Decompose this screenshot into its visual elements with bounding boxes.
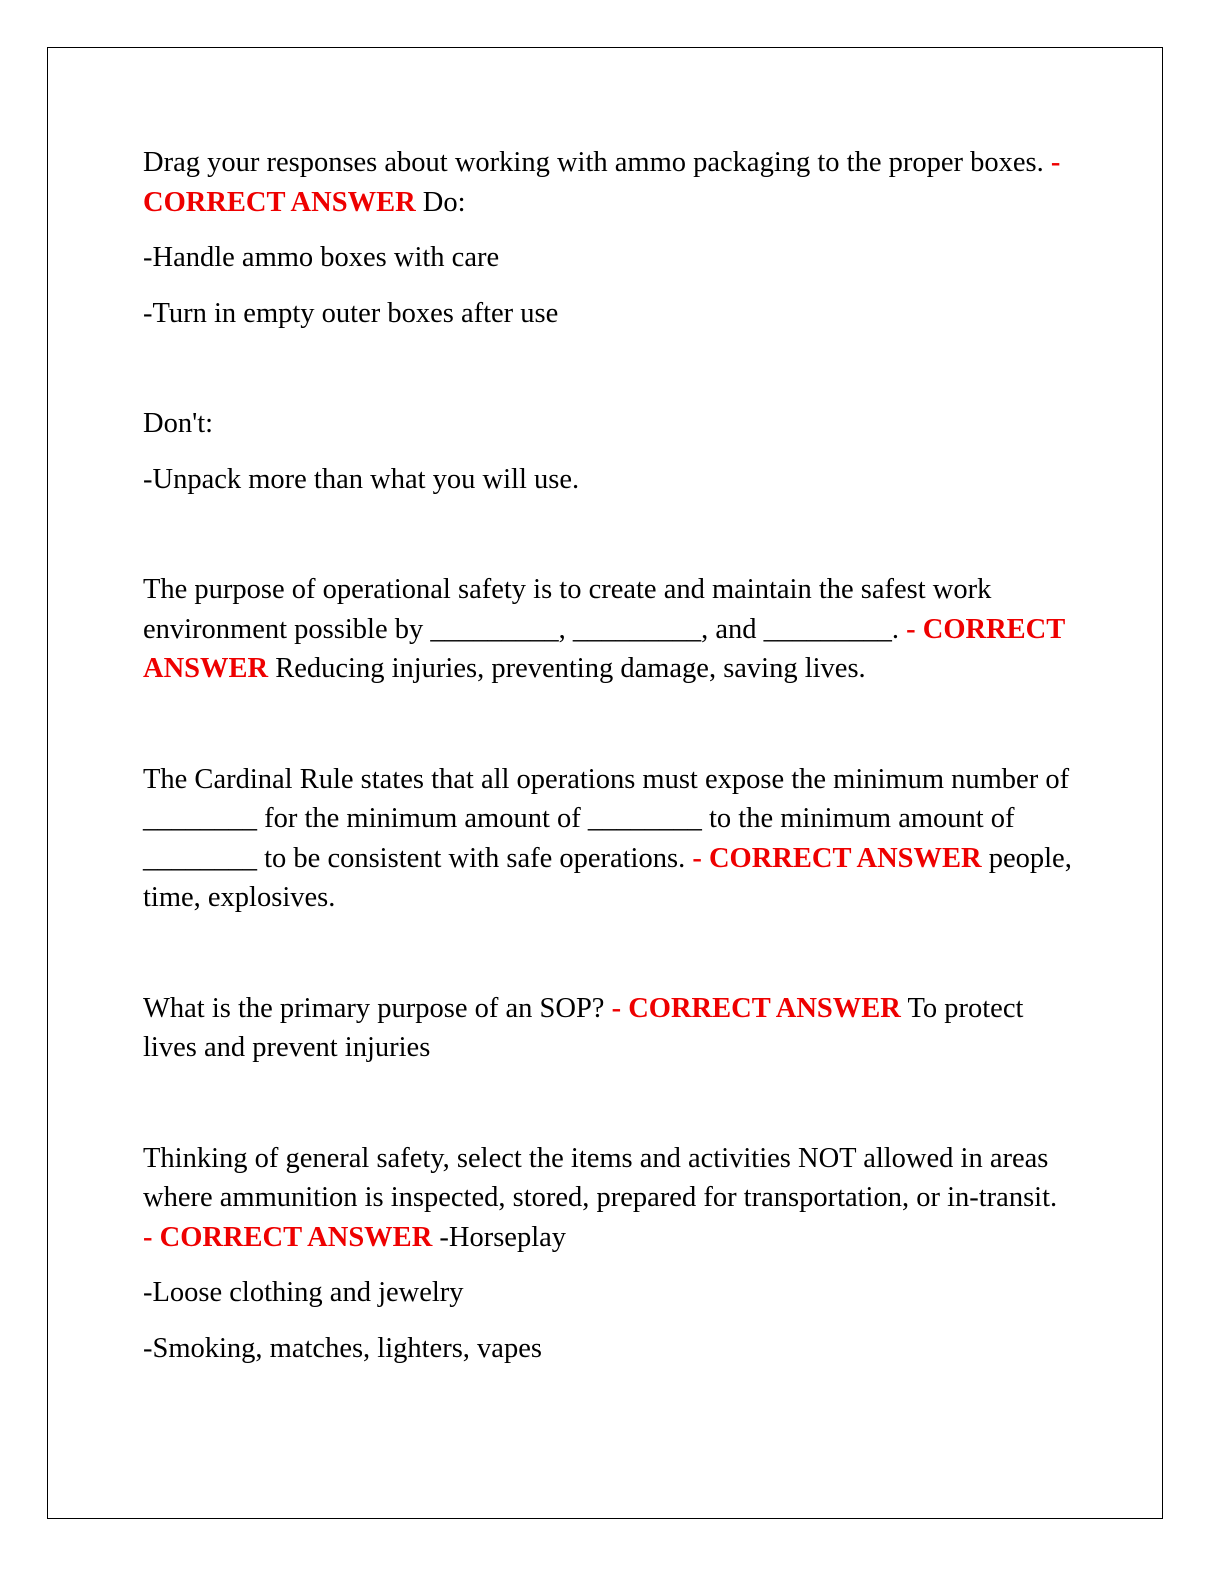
question-text: The Cardinal Rule states that all operations must expose the minimum number of ________ for the minimum amount of ________ to the minimum amount of ________ to be consistent with safe operations.	[143, 763, 1070, 874]
question-text: The purpose of operational safety is to create and maintain the safest work environment possible by _________, _________, and _________.	[143, 574, 992, 645]
question-text: Drag your responses about working with ammo packaging to the proper boxes.	[143, 147, 1044, 178]
answer-text: -Horseplay	[439, 1221, 567, 1253]
answer-line: -Handle ammo boxes with care	[143, 242, 500, 273]
answer-line: Don't:	[143, 408, 214, 439]
qa-item-1-question	[143, 143, 1073, 222]
answer-line: -Turn in empty outer boxes after use	[143, 297, 559, 329]
correct-answer-marker: - CORRECT ANSWER	[611, 992, 901, 1024]
qa-item-3-question	[143, 760, 1073, 918]
qa-item-5-question	[143, 1139, 1073, 1258]
answer-text: To protect lives and prevent injuries	[143, 992, 1024, 1063]
qa-item-2-question	[143, 570, 1073, 689]
answer-line: -Unpack more than what you will use.	[143, 463, 580, 495]
correct-answer-marker: - CORRECT ANSWER	[692, 842, 982, 874]
document-content	[143, 143, 1073, 1368]
answer-line: -Loose clothing and jewelry	[143, 1277, 464, 1308]
answer-text: Do:	[422, 186, 466, 218]
answer-text: people, time, explosives.	[143, 842, 1072, 913]
qa-item-4-question	[143, 989, 1073, 1068]
correct-answer-marker: - CORRECT ANSWER	[143, 613, 1065, 684]
answer-text: Reducing injuries, preventing damage, saving lives.	[275, 653, 866, 684]
correct-answer-marker: - CORRECT ANSWER	[143, 1221, 433, 1253]
question-text: What is the primary purpose of an SOP?	[143, 992, 605, 1024]
correct-answer-marker: - CORRECT ANSWER	[143, 147, 1061, 218]
answer-line: -Smoking, matches, lighters, vapes	[143, 1332, 542, 1364]
question-text: Thinking of general safety, select the items and activities NOT allowed in areas where ammunition is inspected, stored, prepared for transportation, or in-transit.	[143, 1142, 1058, 1213]
